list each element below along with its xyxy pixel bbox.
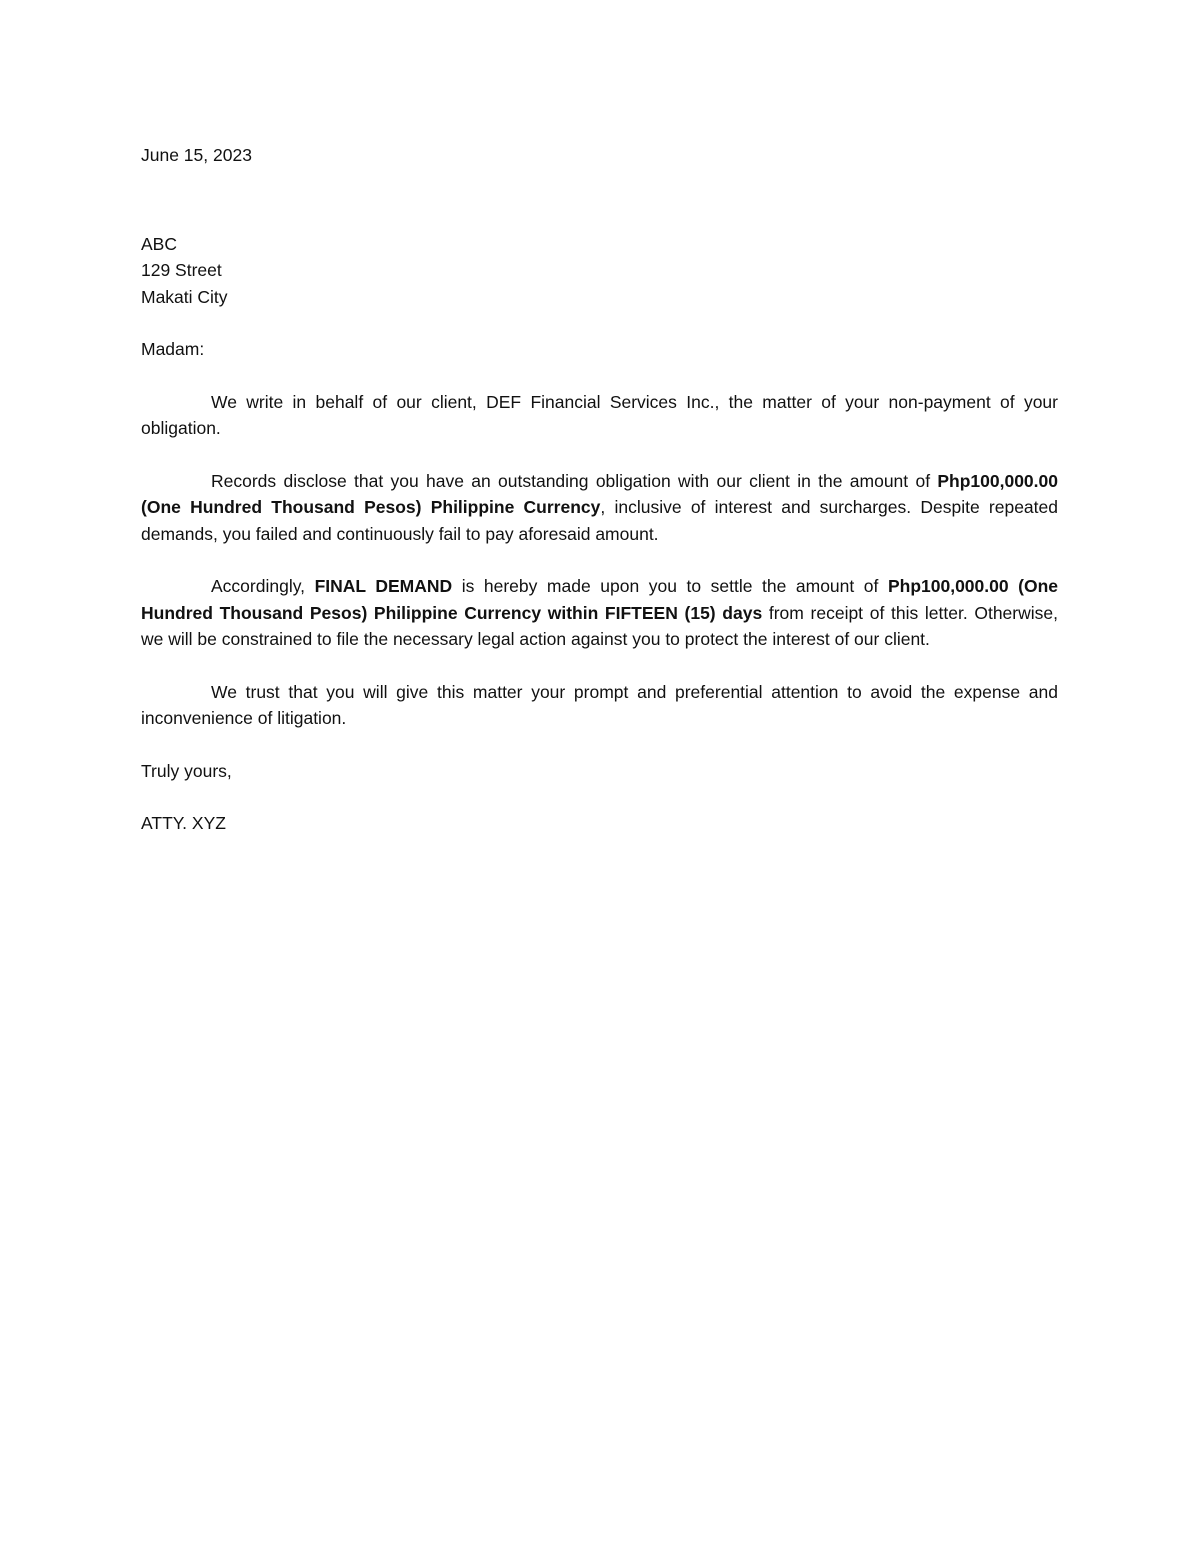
paragraph-3-text-2: is hereby made upon you to settle the amount of	[452, 576, 888, 596]
paragraph-1-text: We write in behalf of our client, DEF Financial Services Inc., the matter of your non-payment of your obligation.	[141, 391, 1058, 438]
paragraph-3-final-demand: FINAL DEMAND	[314, 576, 453, 596]
paragraph-4	[141, 679, 1058, 732]
recipient-city: Makati City	[141, 286, 228, 307]
paragraph-4-text: We trust that you will give this matter your prompt and preferential attention to avoid the expense and inconvenience of litigation.	[141, 681, 1058, 728]
recipient-street: 129 Street	[141, 260, 222, 280]
paragraph-3-amount-deadline: Php100,000.00 (One Hundred Thousand Pesos) Philippine Currency within FIFTEEN (15) days	[141, 576, 1058, 623]
letter-date: June 15, 2023	[141, 145, 252, 165]
recipient-address	[141, 231, 1058, 311]
demand-letter	[141, 142, 1058, 837]
paragraph-2-text-1: Records disclose that you have an outstanding obligation with our client in the amount of	[211, 470, 938, 491]
paragraph-2	[141, 468, 1058, 548]
paragraph-3	[141, 573, 1058, 653]
paragraph-3-text-1: Accordingly,	[211, 576, 315, 596]
salutation: Madam:	[141, 339, 205, 359]
paragraph-3-text-3: from receipt of this letter. Otherwise, we will be constrained to file the necessary legal action against you to protect the interest of our client.	[141, 602, 1058, 649]
signature: ATTY. XYZ	[141, 813, 226, 833]
recipient-name: ABC	[141, 233, 177, 254]
paragraph-2-amount: Php100,000.00 (One Hundred Thousand Pesos) Philippine Currency	[141, 470, 1058, 517]
paragraph-1	[141, 389, 1058, 442]
closing: Truly yours,	[141, 760, 232, 781]
paragraph-2-text-2: , inclusive of interest and surcharges. Despite repeated demands, you failed and continuously fail to pay aforesaid amount.	[141, 497, 1058, 544]
